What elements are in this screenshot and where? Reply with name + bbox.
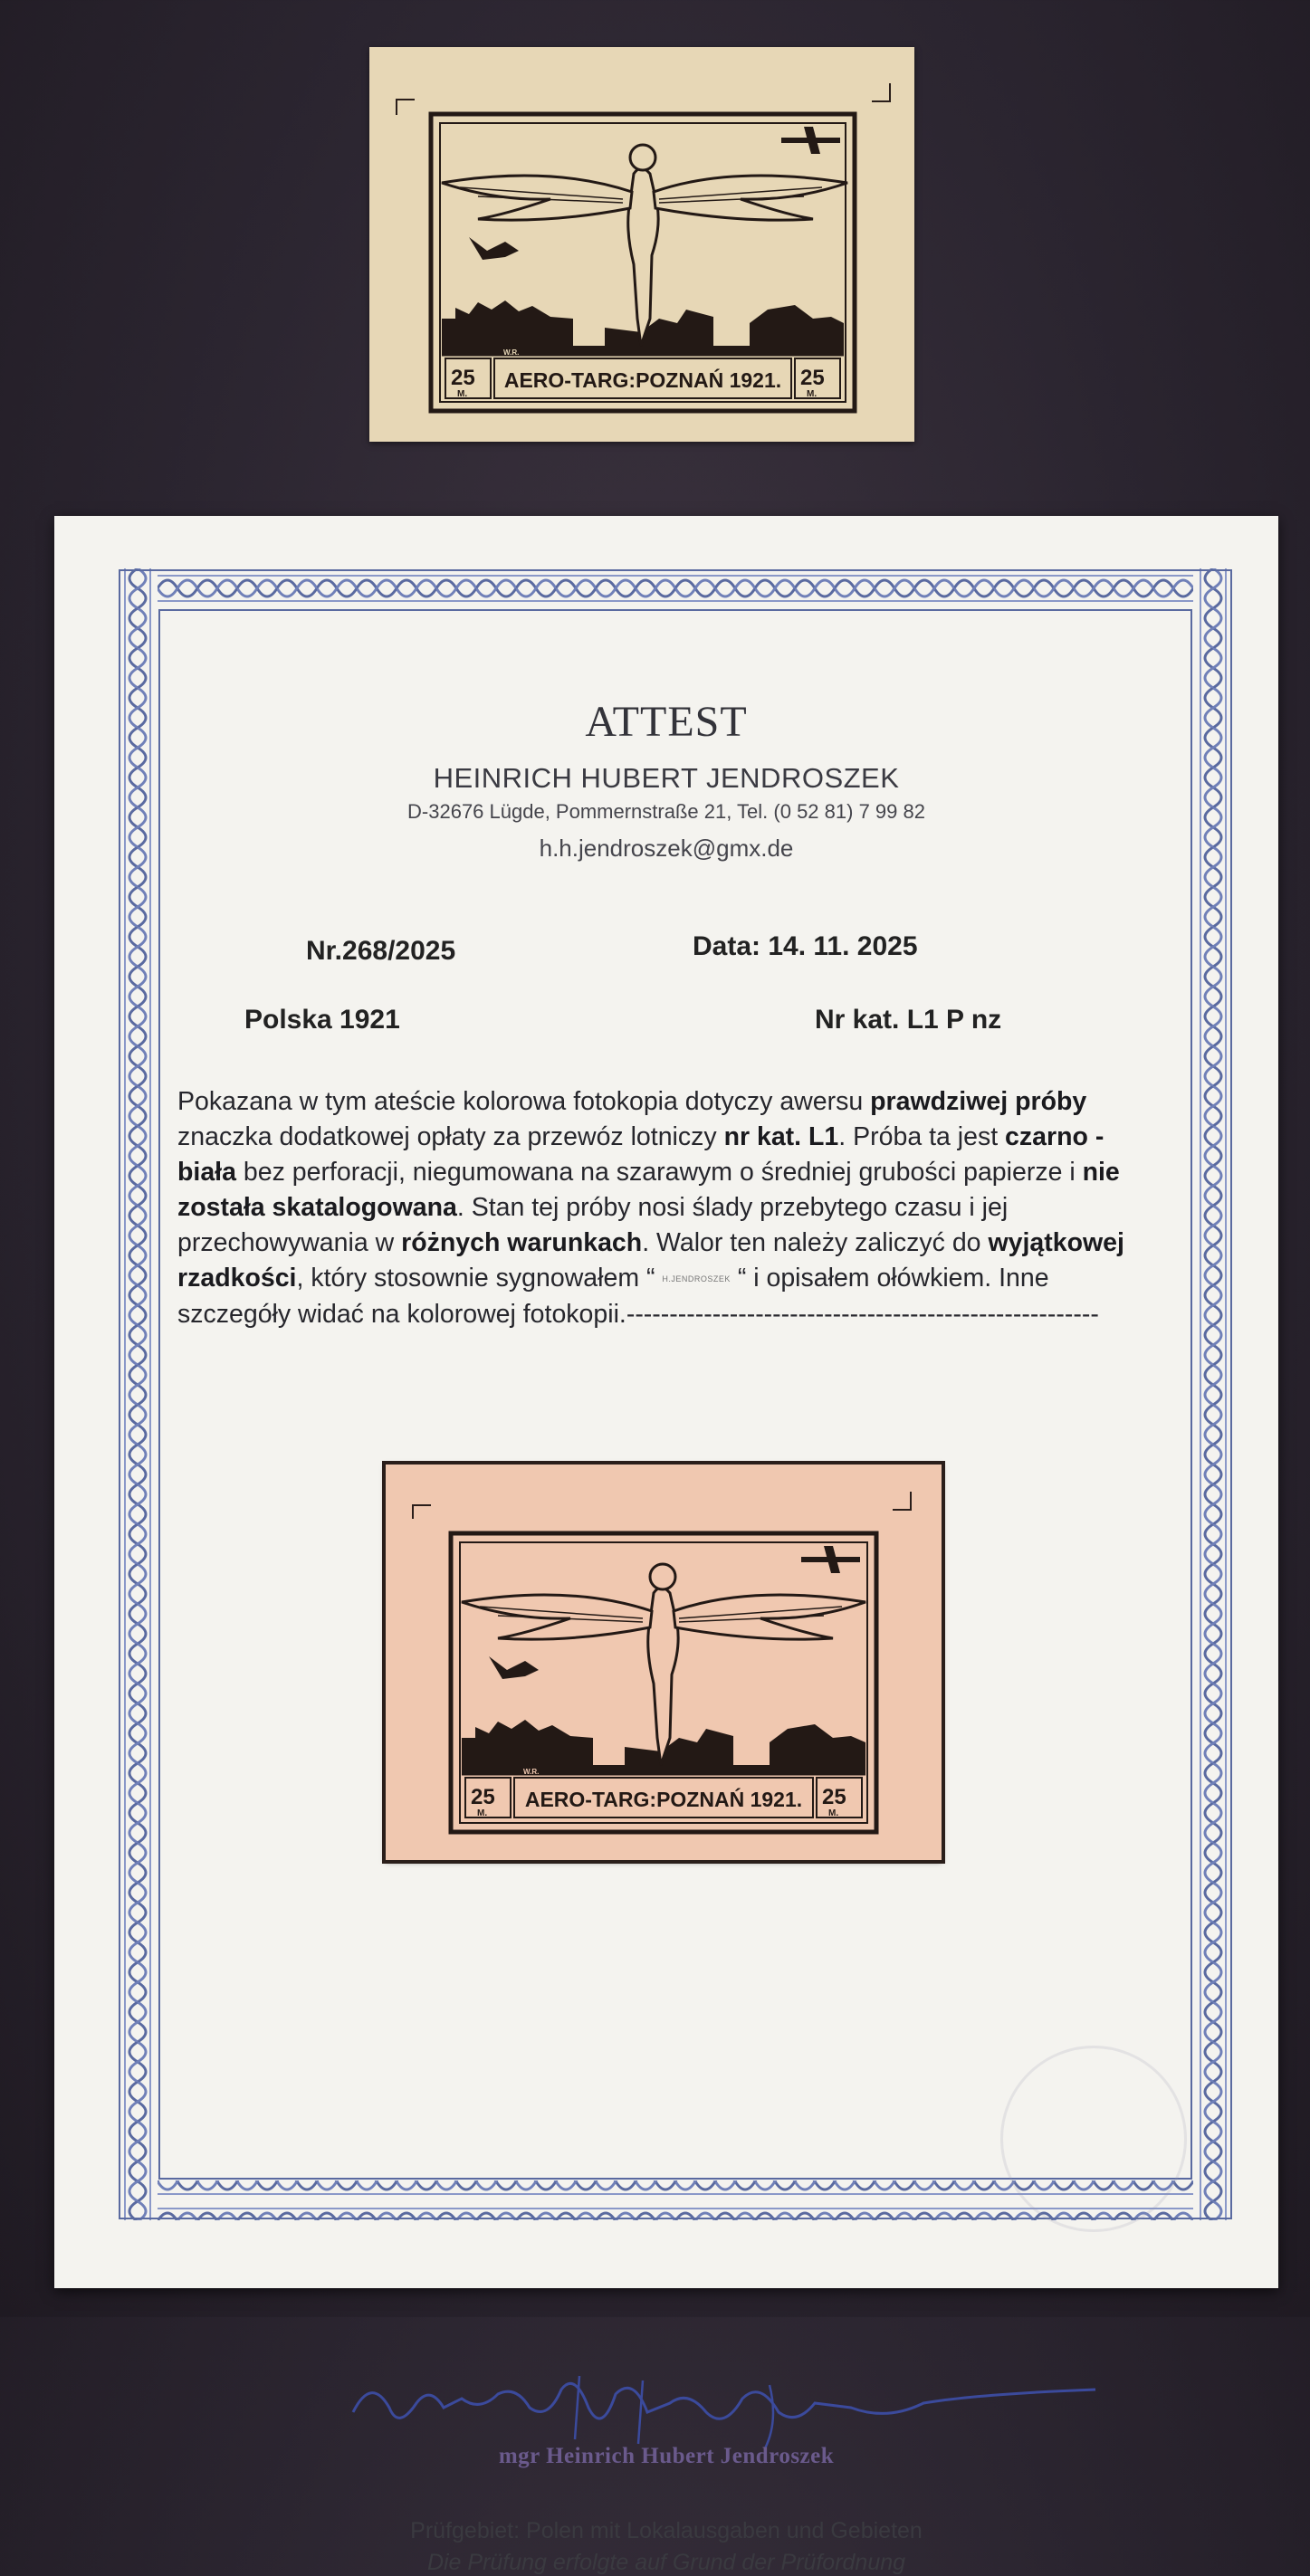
denomination-right: 25	[800, 366, 825, 390]
footer-area: Prüfgebiet: Polen mit Lokalausgaben und Gebieten	[410, 2518, 923, 2543]
stamp-photocopy	[386, 1465, 942, 1860]
certificate-title: ATTEST	[585, 698, 748, 746]
examiner-stamp-name: mgr Heinrich Hubert Jendroszek	[498, 2444, 835, 2468]
examiner-email: h.h.jendroszek@gmx.de	[539, 835, 794, 862]
denomination-left-copy: 25	[471, 1785, 495, 1809]
certificate-date: Data: 14. 11. 2025	[693, 931, 918, 961]
unit-right: M.	[807, 389, 818, 399]
designer-mark: W.R.	[503, 348, 520, 357]
stamp-inscription: AERO-TARG:POZNAŃ 1921.	[503, 368, 782, 392]
mini-signature: H.JENDROSZEK	[662, 1274, 731, 1283]
designer-mark-copy: W.R.	[523, 1768, 540, 1776]
faint-examiner-stamp	[1000, 2046, 1187, 2232]
unit-left: M.	[457, 389, 468, 399]
footer-regulation: Die Prüfung erfolgte auf Grund der Prüfordnung	[426, 2550, 906, 2575]
denomination-right-copy: 25	[822, 1785, 846, 1809]
stamp-inscription-copy: AERO-TARG:POZNAŃ 1921.	[524, 1788, 803, 1811]
country-year: Polska 1921	[244, 1005, 400, 1035]
examiner-name: HEINRICH HUBERT JENDROSZEK	[433, 762, 900, 794]
denomination-left: 25	[451, 366, 475, 390]
handwritten-signature	[344, 2358, 1114, 2457]
unit-right-copy: M.	[828, 1808, 839, 1818]
unit-left-copy: M.	[477, 1808, 488, 1818]
stamp-photo-top	[369, 47, 914, 442]
catalog-number: Nr kat. L1 P nz	[815, 1005, 1002, 1035]
certificate-number: Nr.268/2025	[306, 936, 456, 966]
certificate-body: Pokazana w tym ateście kolorowa fotokopia dotyczy awersu prawdziwej próby znaczka dodatkowej opłaty za przewóz lotniczy nr kat. L1. Próba ta jest czarno - biała bez perforacji, niegumowana na szarawym o średniej grubości papierze i nie została skatalogowana. Stan tej próby nosi ślady przebytego czasu i jej przechowywania w różnych warunkach. Walor ten należy zaliczyć do wyjątkowej rzadkości, który stosownie sygnowałem “ H.JENDROSZEK “ i opisałem ołówkiem. Inne szczegóły widać na kolorowej fotokopii.-------------------------------------------------------	[177, 1087, 1124, 1329]
certificate	[54, 516, 1278, 2575]
examiner-address: D-32676 Lügde, Pommernstraße 21, Tel. (0 52 81) 7 99 82	[407, 800, 925, 823]
